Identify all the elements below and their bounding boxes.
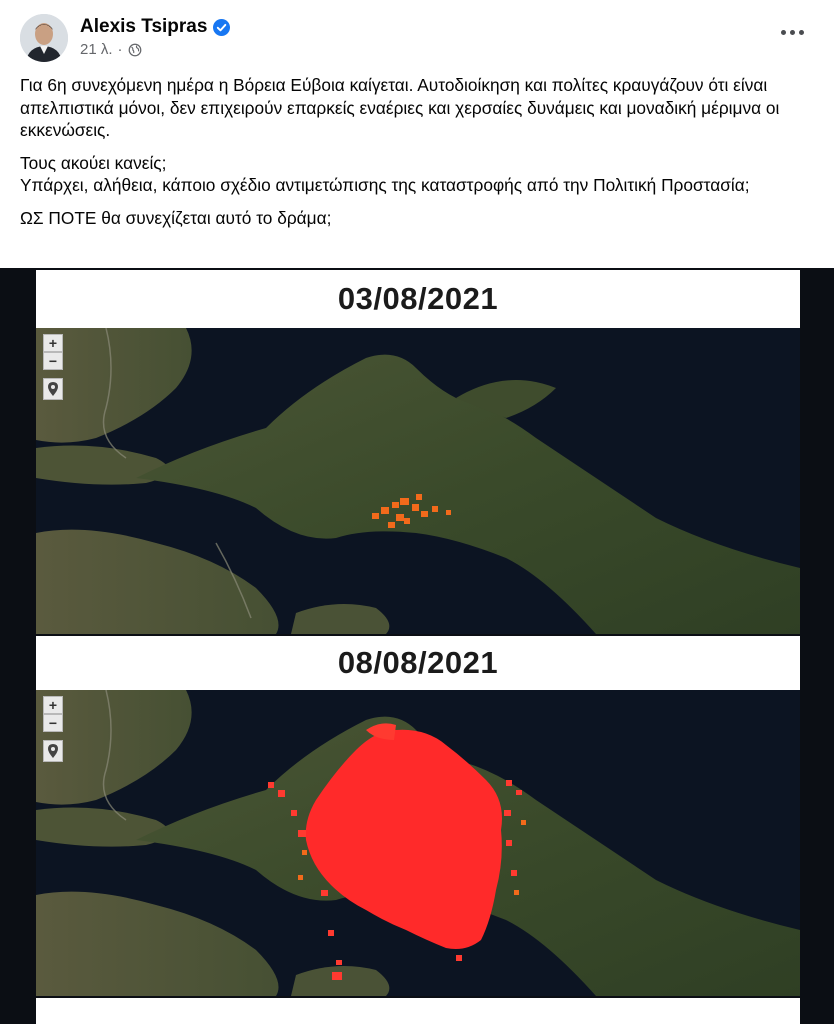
post-timestamp[interactable]: 21 λ. <box>80 41 113 58</box>
post-header <box>0 0 834 70</box>
post-paragraph: Τους ακούει κανείς; <box>20 152 167 173</box>
avatar[interactable] <box>20 14 68 62</box>
satellite-map-1 <box>36 328 800 634</box>
author-name[interactable] <box>80 16 230 38</box>
author-name-text[interactable]: Alexis Tsipras <box>80 16 208 37</box>
post-image[interactable] <box>0 268 834 1024</box>
location-pin-icon[interactable] <box>43 740 63 762</box>
more-dot <box>781 30 786 35</box>
zoom-in-button[interactable]: + <box>43 334 63 352</box>
location-pin-icon[interactable] <box>43 378 63 400</box>
date-label-1: 03/08/2021 <box>36 270 800 328</box>
post-paragraph: Υπάρχει, αλήθεια, κάποιο σχέδιο αντιμετώπισης της καταστροφής από την Πολιτική Προστασία; <box>20 175 750 196</box>
post-meta <box>80 41 142 58</box>
date-label-3-partial <box>36 998 800 1024</box>
map-zoom-controls-2 <box>43 696 63 762</box>
post-body <box>20 74 820 240</box>
zoom-in-button[interactable]: + <box>43 696 63 714</box>
meta-separator: · <box>117 41 123 58</box>
map-terrain-2 <box>36 690 800 996</box>
zoom-out-button[interactable]: − <box>43 352 63 370</box>
post-paragraph: Για 6η συνεχόμενη ημέρα η Βόρεια Εύβοια καίγεται. Αυτοδιοίκηση και πολίτες κραυγάζουν ότι είναι απελπιστικά μόνοι, δεν επιχειρούν επαρκείς εναέριες και χερσαίες δυνάμεις και μοναδική μέριμνα οι εκκενώσεις. <box>20 75 780 141</box>
verified-badge-icon <box>213 19 230 36</box>
globe-icon <box>128 43 142 57</box>
map-terrain-1 <box>36 328 800 634</box>
more-options-button[interactable] <box>781 24 804 41</box>
zoom-out-button[interactable]: − <box>43 714 63 732</box>
satellite-map-2 <box>36 690 800 996</box>
date-label-2: 08/08/2021 <box>36 636 800 690</box>
post-paragraph: ΩΣ ΠΟΤΕ θα συνεχίζεται αυτό το δράμα; <box>20 207 332 228</box>
map-zoom-controls-1 <box>43 334 63 400</box>
more-dot <box>790 30 795 35</box>
more-dot <box>799 30 804 35</box>
